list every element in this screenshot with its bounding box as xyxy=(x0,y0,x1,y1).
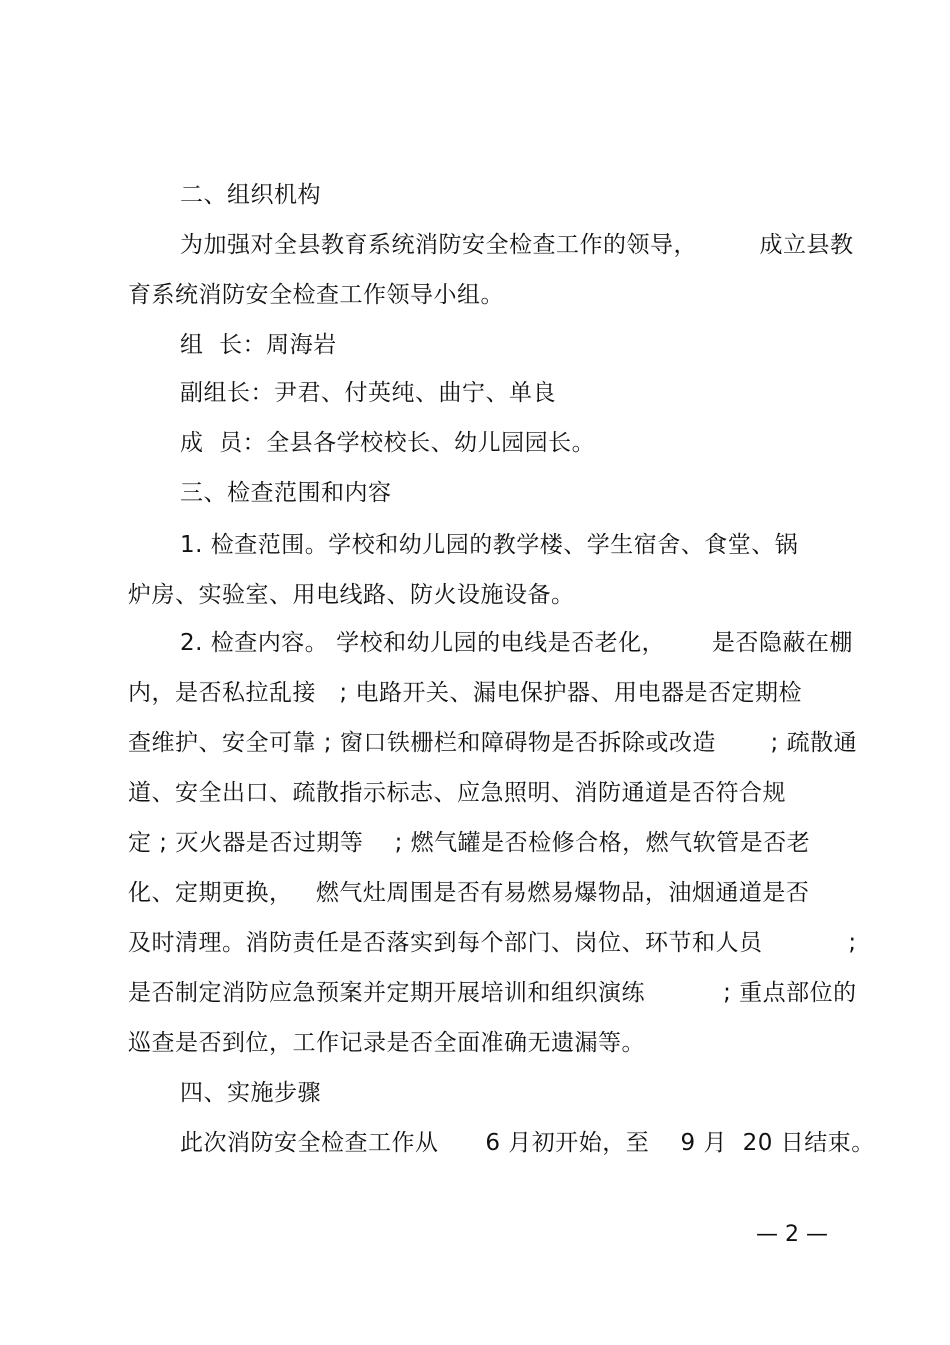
members-line: 成 员：全县各学校校长、幼儿园园长。 xyxy=(180,430,596,456)
paragraph-line: 为加强对全县教育系统消防安全检查工作的领导， 成立县教 xyxy=(180,232,854,258)
paragraph-line: 化、定期更换， 燃气灶周围是否有易燃易爆物品，油烟通道是否 xyxy=(128,880,810,906)
deputy-leader-line: 副组长：尹君、付英纯、曲宁、单良 xyxy=(180,380,556,406)
page-number: — 2 — xyxy=(756,1222,828,1247)
paragraph-line: 2. 检查内容。 学校和幼儿园的电线是否老化， 是否隐蔽在棚 xyxy=(180,630,853,656)
paragraph-line: 巡查是否到位，工作记录是否全面准确无遗漏等。 xyxy=(128,1030,645,1056)
paragraph-line: 内，是否私拉乱接 ; 电路开关、漏电保护器、用电器是否定期检 xyxy=(128,680,802,706)
paragraph-line: 此次消防安全检查工作从 6 月初开始，至 9 月 20 日结束。 xyxy=(180,1130,875,1156)
paragraph-line: 是否制定消防应急预案并定期开展培训和组织演练 ; 重点部位的 xyxy=(128,980,857,1006)
paragraph-line: 1. 检查范围。学校和幼儿园的教学楼、学生宿舍、食堂、锅 xyxy=(180,532,799,558)
paragraph-line: 炉房、实验室、用电线路、防火设施设备。 xyxy=(128,582,575,608)
section-heading-scope: 三、检查范围和内容 xyxy=(180,480,392,506)
paragraph-line: 道、安全出口、疏散指示标志、应急照明、消防通道是否符合规 xyxy=(128,780,786,806)
section-heading-organization: 二、组织机构 xyxy=(180,182,321,208)
group-leader-line: 组 长：周海岩 xyxy=(180,332,337,358)
section-heading-steps: 四、实施步骤 xyxy=(180,1080,321,1106)
paragraph-line: 及时清理。消防责任是否落实到每个部门、岗位、环节和人员 ; xyxy=(128,930,857,956)
paragraph-line: 育系统消防安全检查工作领导小组。 xyxy=(128,282,504,308)
paragraph-line: 定 ; 灭火器是否过期等 ; 燃气罐是否检修合格，燃气软管是否老 xyxy=(128,830,811,856)
paragraph-line: 查维护、安全可靠 ; 窗口铁栅栏和障碍物是否拆除或改造 ; 疏散通 xyxy=(128,730,858,756)
